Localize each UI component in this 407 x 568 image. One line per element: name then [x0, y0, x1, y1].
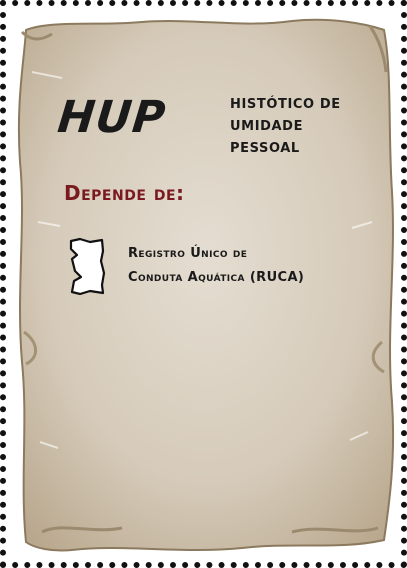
- dependency-label: Registro Único de Conduta Aquática (RUCA): [128, 246, 305, 285]
- card-title: HUP: [55, 92, 169, 143]
- depends-on-label: Depende de:: [64, 181, 185, 205]
- parchment-scrap-icon: [68, 237, 106, 295]
- card-subtitle: HISTÓTICO DE UMIDADE PESSOAL: [230, 97, 341, 156]
